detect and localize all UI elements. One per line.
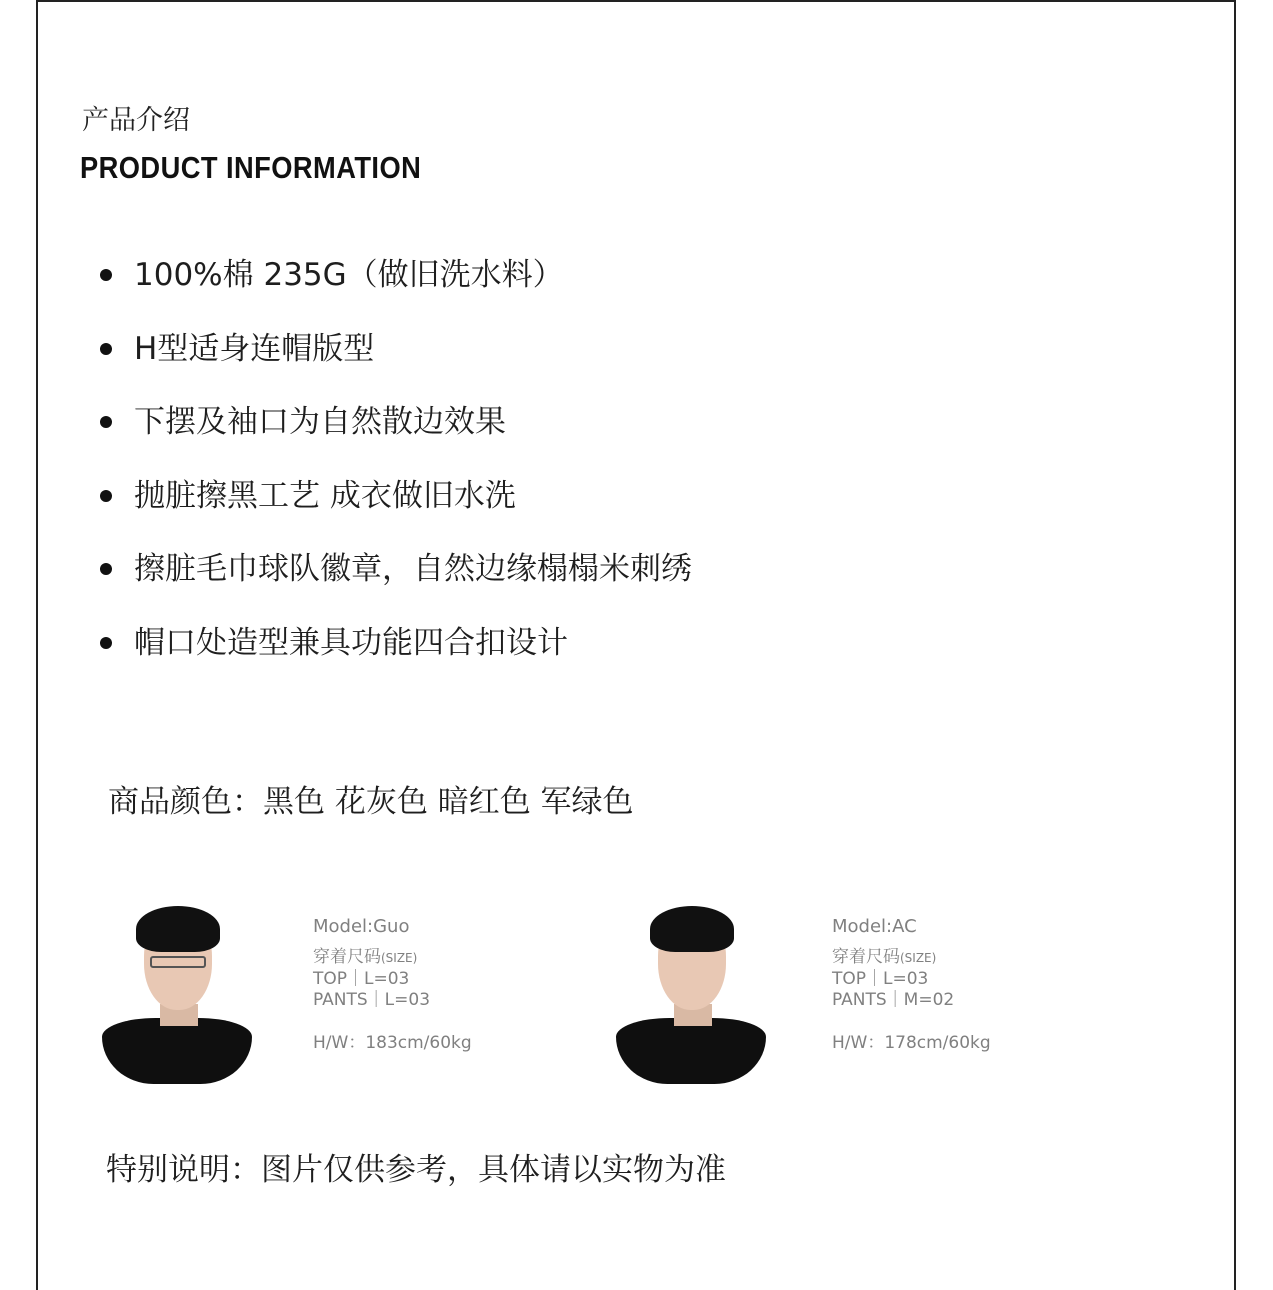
feature-list <box>100 252 692 694</box>
section-title-cn: 产品介绍 <box>82 105 190 136</box>
top-size: TOP｜L=03 <box>832 969 929 989</box>
product-colors: 商品颜色：黑色 花灰色 暗红色 军绿色 <box>108 784 634 820</box>
height-weight: H/W：178cm/60kg <box>832 1033 991 1053</box>
feature-item <box>100 620 692 694</box>
bullet-icon <box>100 269 112 281</box>
model-hair <box>650 906 734 952</box>
feature-item <box>100 473 692 547</box>
feature-text: 抛脏擦黑工艺 成衣做旧水洗 <box>134 477 516 514</box>
feature-text: 下摆及袖口为自然散边效果 <box>134 404 506 441</box>
model-info-ac <box>832 916 991 1054</box>
height-weight: H/W：183cm/60kg <box>313 1033 472 1053</box>
size-label: 穿着尺码(SIZE) <box>832 947 937 967</box>
feature-text: 帽口处造型兼具功能四合扣设计 <box>134 624 568 661</box>
bullet-icon <box>100 637 112 649</box>
model-photo-guo <box>100 906 260 1086</box>
bullet-icon <box>100 490 112 502</box>
model-shirt <box>616 1018 766 1084</box>
top-size: TOP｜L=03 <box>313 969 410 989</box>
pants-size: PANTS｜M=02 <box>832 990 955 1010</box>
model-name: Model:Guo <box>313 916 410 937</box>
size-label: 穿着尺码(SIZE) <box>313 947 418 967</box>
glasses-icon <box>150 956 206 968</box>
model-hair <box>136 906 220 952</box>
bullet-icon <box>100 563 112 575</box>
section-title-en: PRODUCT INFORMATION <box>80 150 422 185</box>
feature-item <box>100 399 692 473</box>
bullet-icon <box>100 343 112 355</box>
bullet-icon <box>100 416 112 428</box>
feature-text: 100%棉 235G（做旧洗水料） <box>134 257 564 293</box>
special-note: 特别说明：图片仅供参考，具体请以实物为准 <box>106 1152 726 1188</box>
pants-size: PANTS｜L=03 <box>313 990 431 1010</box>
model-info-guo <box>313 916 472 1054</box>
model-name: Model:AC <box>832 916 917 937</box>
model-shirt <box>102 1018 252 1084</box>
feature-item <box>100 252 692 326</box>
feature-text: 擦脏毛巾球队徽章，自然边缘榻榻米刺绣 <box>134 551 692 588</box>
feature-item <box>100 546 692 620</box>
model-photo-ac <box>614 906 774 1086</box>
feature-item <box>100 326 692 400</box>
feature-text: H型适身连帽版型 <box>134 330 375 367</box>
